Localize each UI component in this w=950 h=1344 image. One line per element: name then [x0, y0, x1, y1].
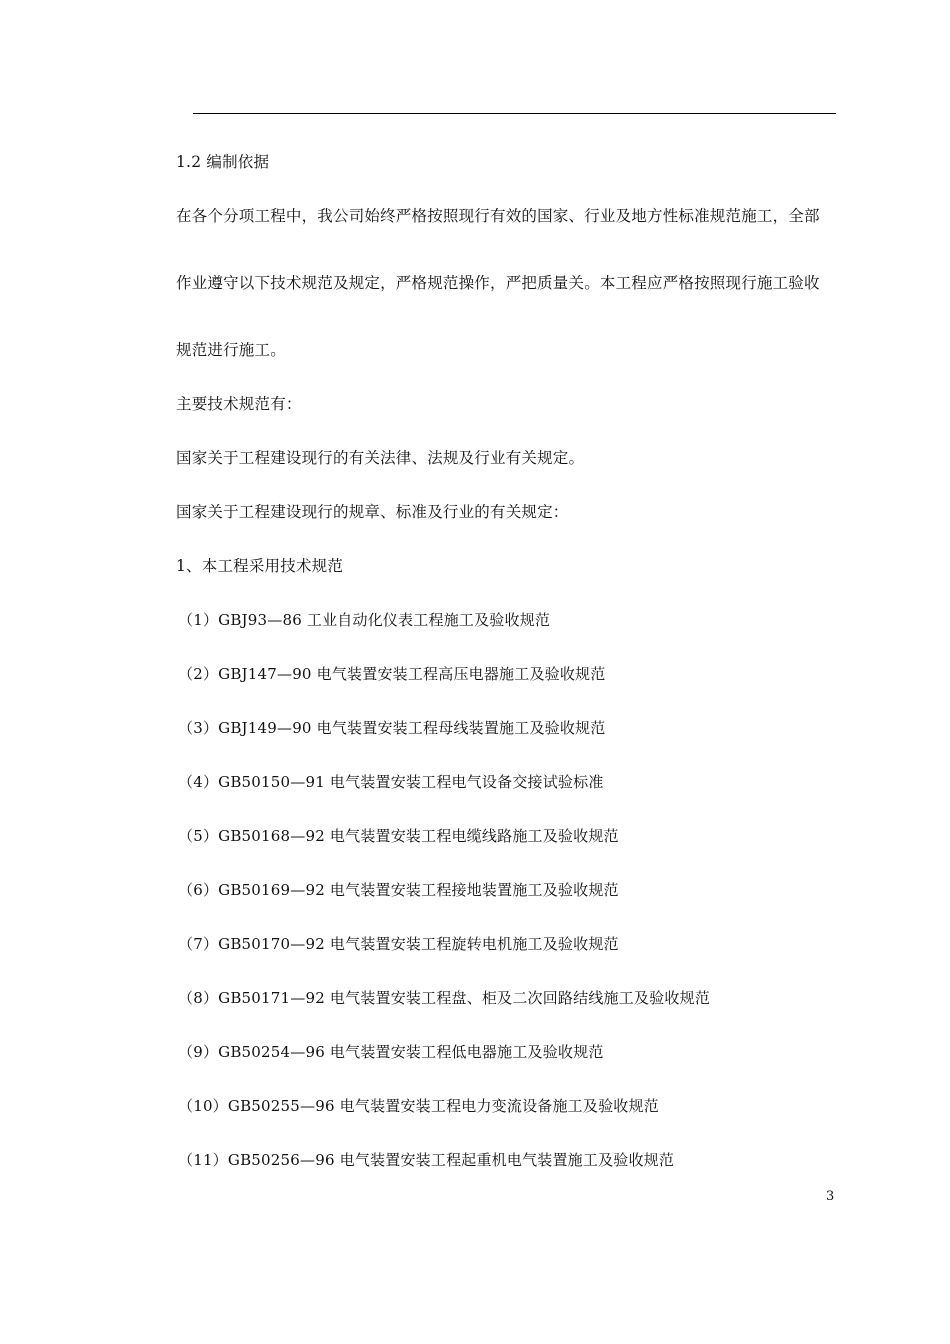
- standard-item: （1）GBJ93—86 工业自动化仪表工程施工及验收规范: [178, 611, 551, 629]
- standard-item: （5）GB50168—92 电气装置安装工程电缆线路施工及验收规范: [178, 827, 619, 845]
- paragraph-line-2: 作业遵守以下技术规范及规定，严格规范操作，严把质量关。本工程应严格按照现行施工验收: [176, 274, 820, 292]
- header-rule: [193, 113, 836, 114]
- standard-item: （2）GBJ147—90 电气装置安装工程高压电器施工及验收规范: [178, 665, 606, 683]
- paragraph-line-3: 规范进行施工。: [176, 341, 286, 359]
- standard-item: （6）GB50169—92 电气装置安装工程接地装置施工及验收规范: [178, 881, 619, 899]
- national-laws-line: 国家关于工程建设现行的有关法律、法规及行业有关规定。: [176, 449, 585, 467]
- main-specs-label: 主要技术规范有：: [176, 395, 302, 413]
- standard-item: （11）GB50256—96 电气装置安装工程起重机电气装置施工及验收规范: [178, 1151, 675, 1169]
- standard-item: （3）GBJ149—90 电气装置安装工程母线装置施工及验收规范: [178, 719, 606, 737]
- paragraph-line-1: 在各个分项工程中，我公司始终严格按照现行有效的国家、行业及地方性标准规范施工，全部: [176, 207, 820, 225]
- section-heading: 1.2 编制依据: [176, 153, 270, 171]
- list-heading: 1、本工程采用技术规范: [176, 557, 344, 575]
- standard-item: （10）GB50255—96 电气装置安装工程电力变流设备施工及验收规范: [178, 1097, 659, 1115]
- page-number: 3: [826, 1189, 835, 1204]
- standard-item: （8）GB50171—92 电气装置安装工程盘、柜及二次回路结线施工及验收规范: [178, 989, 710, 1007]
- standard-item: （4）GB50150—91 电气装置安装工程电气设备交接试验标准: [178, 773, 604, 791]
- national-rules-line: 国家关于工程建设现行的规章、标准及行业的有关规定：: [176, 503, 569, 521]
- standard-item: （9）GB50254—96 电气装置安装工程低电器施工及验收规范: [178, 1043, 604, 1061]
- standard-item: （7）GB50170—92 电气装置安装工程旋转电机施工及验收规范: [178, 935, 619, 953]
